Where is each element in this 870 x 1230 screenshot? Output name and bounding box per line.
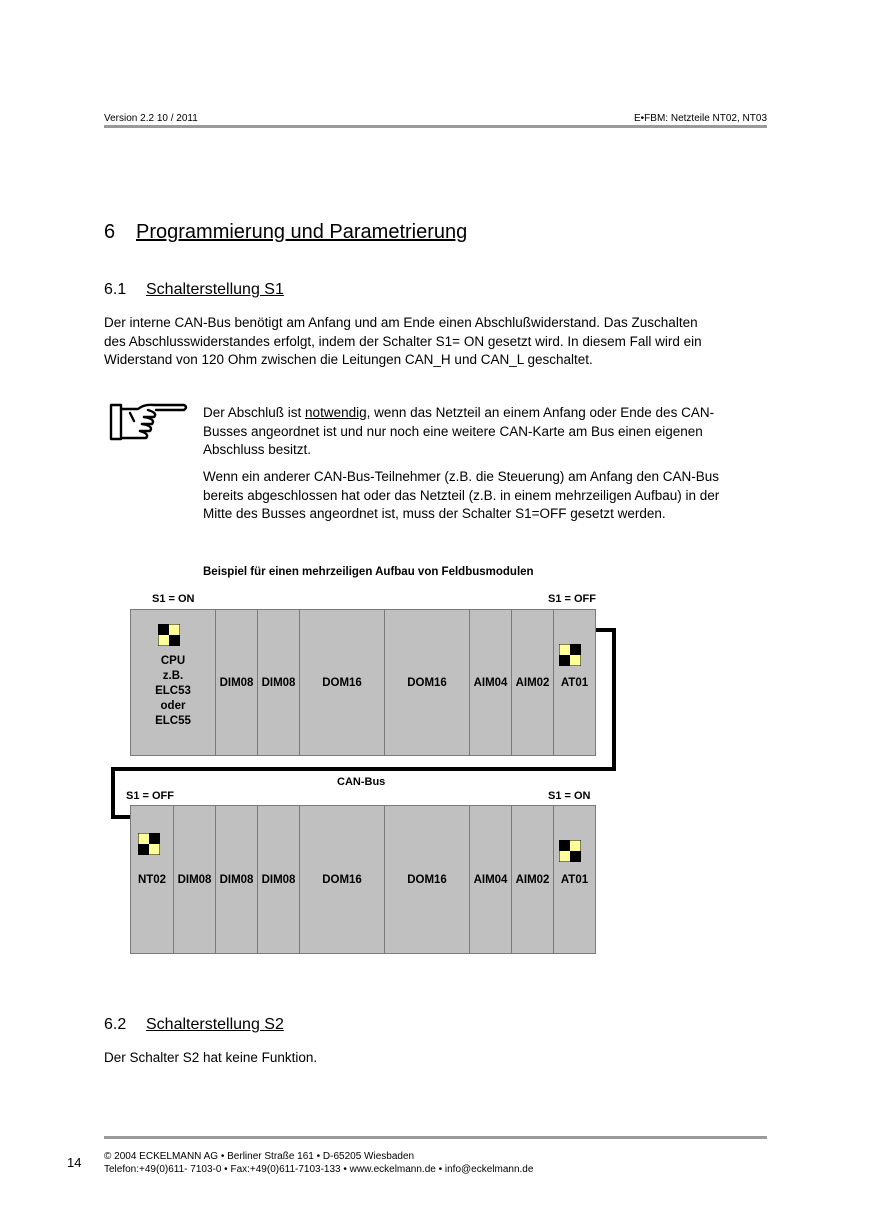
note-paragraph-required — [203, 404, 714, 460]
module-slot: DOM16 — [300, 806, 385, 953]
section-6-number: 6 — [104, 221, 116, 243]
paragraph-can-bus — [104, 314, 702, 370]
page-number: 14 — [67, 1155, 82, 1170]
switch-on-icon — [559, 840, 581, 862]
module-slot: NT02 — [131, 806, 174, 953]
module-slot: AIM02 — [512, 610, 554, 755]
label-top-left-s1-on: S1 = ON — [152, 593, 195, 605]
note-underlined-word: notwendig — [305, 405, 367, 420]
header-document-title: E•FBM: Netzteile NT02, NT03 — [634, 113, 767, 124]
module-rack-row-2 — [130, 805, 596, 954]
module-slot: AIM04 — [470, 806, 512, 953]
section-62-heading — [104, 1016, 284, 1034]
module-slot: DOM16 — [300, 610, 385, 755]
can-bus-cable — [111, 767, 616, 771]
note-text: Der Abschluß ist — [203, 405, 306, 420]
module-slot: AIM02 — [512, 806, 554, 953]
footer-contact: Telefon:+49(0)611- 7103-0 • Fax:+49(0)611-7103-133 • www.eckelmann.de • info@eckelmann.de — [104, 1164, 534, 1175]
label-top-right-s1-off: S1 = OFF — [548, 593, 596, 605]
cpu-label-line: ELC53 — [155, 685, 191, 697]
paragraph-line: Der interne CAN-Bus benötigt am Anfang und am Ende einen Abschlußwiderstand. Das Zuschalten — [104, 315, 698, 330]
module-slot: DIM08 — [174, 806, 216, 953]
note-line — [203, 404, 714, 423]
note-line: Wenn ein anderer CAN-Bus-Teilnehmer (z.B. die Steuerung) am Anfang den CAN-Bus — [203, 469, 720, 484]
note-text: , wenn das Netzteil an einem Anfang oder Ende des CAN- — [366, 405, 715, 420]
note-line: bereits abgeschlossen hat oder das Netzteil (z.B. in einem mehrzeiligen Aufbau) in der — [203, 487, 720, 503]
section-61-title: Schalterstellung S1 — [146, 281, 284, 298]
can-bus-label: CAN-Bus — [337, 776, 386, 788]
section-62-title: Schalterstellung S2 — [146, 1016, 284, 1033]
module-rack-row-1 — [130, 609, 596, 756]
cpu-label-line: ELC55 — [155, 715, 191, 727]
header-rule — [104, 125, 767, 128]
module-slot: DIM08 — [216, 610, 258, 755]
cpu-label-line: z.B. — [162, 670, 184, 682]
switch-on-icon — [158, 624, 180, 646]
footer-rule — [104, 1136, 767, 1139]
label-bottom-right-s1-on: S1 = ON — [548, 790, 591, 802]
switch-off-icon — [559, 644, 581, 666]
module-slot: DIM08 — [216, 806, 258, 953]
label-bottom-left-s1-off: S1 = OFF — [126, 790, 174, 802]
module-slot: AT01 — [560, 676, 589, 689]
can-bus-cable — [612, 628, 616, 771]
section-6-title: Programmierung und Parametrierung — [136, 221, 468, 243]
note-line: Abschluss besitzt. — [203, 442, 312, 457]
section-61-number: 6.1 — [104, 281, 127, 298]
section-61-heading — [104, 281, 284, 299]
switch-off-icon — [138, 833, 160, 855]
cpu-label-line: CPU — [160, 655, 186, 667]
cpu-label-line: oder — [160, 700, 186, 712]
module-slot: DOM16 — [385, 806, 470, 953]
note-line: Busses angeordnet ist und nur noch eine weitere CAN-Karte am Bus einen eigenen — [203, 423, 703, 439]
paragraph-line: Widerstand von 120 Ohm zwischen die Leitungen CAN_H und CAN_L geschaltet. — [104, 352, 593, 367]
module-slot: AIM04 — [470, 610, 512, 755]
section-62-number: 6.2 — [104, 1016, 127, 1033]
header-version: Version 2.2 10 / 2011 — [104, 113, 198, 124]
module-slot: DOM16 — [385, 610, 470, 755]
note-paragraph-off — [203, 468, 719, 524]
section-6-heading — [104, 221, 467, 244]
module-slot: AT01 — [560, 873, 589, 886]
module-slot: DIM08 — [258, 806, 300, 953]
note-line: Mitte des Busses angeordnet ist, muss der Schalter S1=OFF gesetzt werden. — [203, 506, 666, 521]
can-bus-cable — [111, 767, 115, 819]
paragraph-line: des Abschlusswiderstandes erfolgt, indem der Schalter S1= ON gesetzt wird. In diesem Fall wird ein — [104, 333, 702, 349]
footer-address: © 2004 ECKELMANN AG • Berliner Straße 161 • D-65205 Wiesbaden — [104, 1151, 415, 1162]
module-slot: DIM08 — [258, 610, 300, 755]
diagram-title: Beispiel für einen mehrzeiligen Aufbau von Feldbusmodulen — [203, 566, 534, 578]
paragraph-s2: Der Schalter S2 hat keine Funktion. — [104, 1050, 318, 1065]
pointing-hand-icon — [108, 401, 190, 443]
